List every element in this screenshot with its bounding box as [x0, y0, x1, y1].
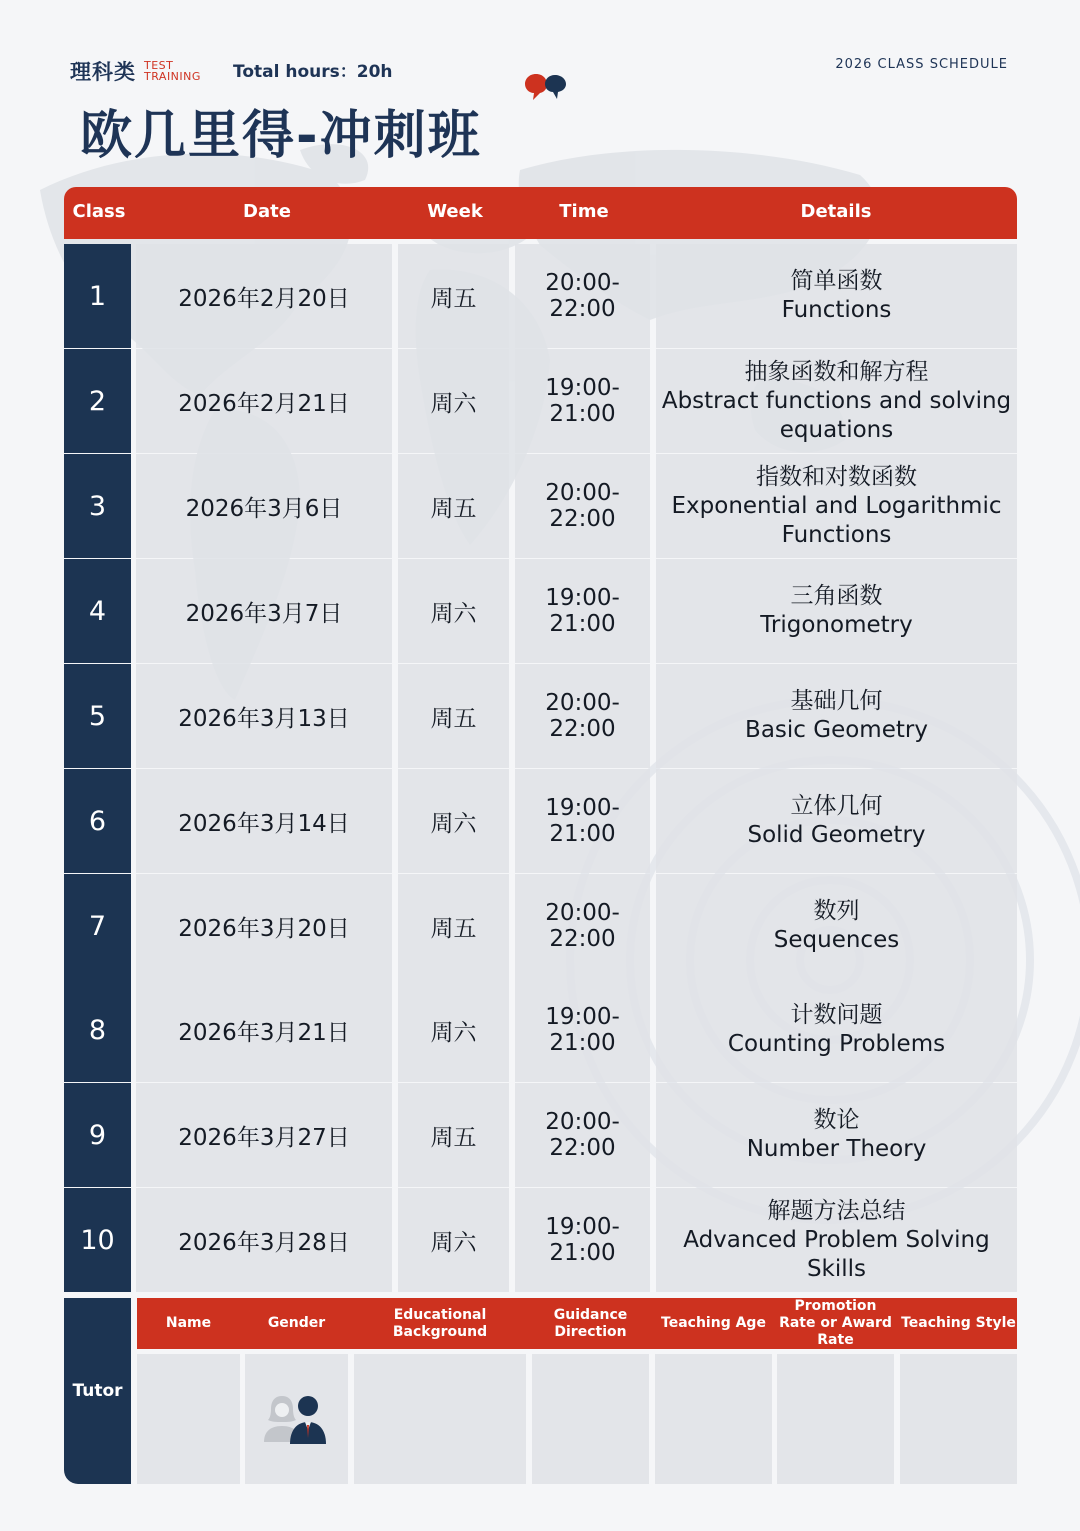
people-icon	[262, 1392, 332, 1444]
time-cell: 20:00-22:00	[515, 664, 650, 768]
tutor-label: Tutor	[64, 1298, 131, 1484]
details-cell	[656, 559, 1017, 663]
week-cell: 周六	[398, 559, 509, 663]
speech-bubbles-icon	[524, 72, 568, 102]
date-cell: 2026年3月7日	[136, 559, 392, 663]
details-cell	[656, 769, 1017, 873]
time-cell: 19:00-21:00	[515, 769, 650, 873]
tutor-teaching-age-cell	[655, 1354, 772, 1484]
class-number: 3	[64, 454, 131, 558]
detail-cn: 解题方法总结	[767, 1197, 906, 1224]
time-cell: 19:00-21:00	[515, 349, 650, 453]
tutor-col-teaching-style: Teaching Style	[901, 1315, 1016, 1331]
page-title: 欧几里得-冲刺班	[80, 106, 482, 166]
week-cell: 周六	[398, 769, 509, 873]
date-cell: 2026年3月28日	[136, 1188, 392, 1292]
brand-logo	[70, 56, 201, 86]
class-number: 10	[64, 1188, 131, 1292]
time-cell: 20:00-22:00	[515, 454, 650, 558]
time-cell: 19:00-21:00	[515, 978, 650, 1082]
week-cell: 周五	[398, 1083, 509, 1187]
week-cell: 周六	[398, 1188, 509, 1292]
detail-en: Sequences	[773, 927, 900, 953]
detail-cn: 三角函数	[790, 583, 883, 609]
detail-cn: 抽象函数和解方程	[744, 358, 929, 385]
table-row	[64, 664, 1017, 768]
table-row	[64, 769, 1017, 873]
time-cell: 20:00-22:00	[515, 874, 650, 978]
date-cell: 2026年3月20日	[136, 874, 392, 978]
table-row	[64, 1188, 1017, 1292]
detail-en: Number Theory	[746, 1136, 927, 1162]
details-cell	[656, 1083, 1017, 1187]
date-cell: 2026年2月21日	[136, 349, 392, 453]
details-cell	[656, 1188, 1017, 1292]
table-row	[64, 559, 1017, 663]
detail-cn: 立体几何	[790, 793, 883, 819]
detail-en: Exponential and Logarithmic Functions	[671, 492, 1002, 548]
week-cell: 周六	[398, 349, 509, 453]
time-cell: 19:00-21:00	[515, 1188, 650, 1292]
details-cell	[656, 454, 1017, 558]
week-cell: 周五	[398, 454, 509, 558]
col-date: Date	[243, 201, 291, 222]
details-cell	[656, 664, 1017, 768]
detail-en: Trigonometry	[760, 612, 913, 638]
class-number: 2	[64, 349, 131, 453]
date-cell: 2026年3月13日	[136, 664, 392, 768]
total-hours: Total hours：20h	[233, 62, 393, 82]
detail-cn: 基础几何	[790, 688, 883, 714]
col-class: Class	[72, 201, 126, 222]
detail-en: Functions	[781, 297, 892, 323]
col-details: Details	[800, 201, 872, 222]
details-cell	[656, 874, 1017, 978]
date-cell: 2026年3月21日	[136, 978, 392, 1082]
tutor-col-gender: Gender	[267, 1315, 326, 1331]
tutor-header	[137, 1298, 1017, 1349]
tutor-col-promotion-rate: Promotion Rate or Award Rate	[779, 1298, 892, 1348]
week-cell: 周五	[398, 874, 509, 978]
brand-en-line1: TEST	[144, 59, 174, 72]
table-row	[64, 244, 1017, 348]
tutor-col-teaching-age: Teaching Age	[661, 1315, 766, 1331]
tutor-col-name: Name	[165, 1315, 212, 1331]
table-row	[64, 978, 1017, 1082]
detail-cn: 数列	[813, 898, 860, 924]
brand-name-cn: 理科类	[70, 60, 136, 84]
week-cell: 周五	[398, 244, 509, 348]
detail-cn: 计数问题	[790, 1002, 883, 1028]
week-cell: 周五	[398, 664, 509, 768]
table-row	[64, 349, 1017, 453]
date-cell: 2026年3月6日	[136, 454, 392, 558]
detail-cn: 指数和对数函数	[756, 463, 917, 490]
detail-en: Basic Geometry	[745, 717, 928, 743]
detail-en: Abstract functions and solving equations	[661, 387, 1012, 443]
date-cell: 2026年3月27日	[136, 1083, 392, 1187]
tutor-style-cell	[900, 1354, 1017, 1484]
details-cell	[656, 978, 1017, 1082]
tutor-name-cell	[137, 1354, 240, 1484]
date-cell: 2026年2月20日	[136, 244, 392, 348]
brand-en-line2: TRAINING	[144, 70, 201, 83]
tutor-promotion-cell	[777, 1354, 894, 1484]
table-row	[64, 1083, 1017, 1187]
date-cell: 2026年3月14日	[136, 769, 392, 873]
detail-en: Counting Problems	[727, 1031, 946, 1057]
class-number: 8	[64, 978, 131, 1082]
schedule-label: 2026 CLASS SCHEDULE	[835, 57, 1008, 72]
tutor-col-guidance: Guidance Direction	[553, 1306, 628, 1340]
tutor-col-education: Educational Background	[392, 1306, 488, 1340]
class-number: 9	[64, 1083, 131, 1187]
schedule-header	[64, 187, 1017, 239]
brand-name-en	[144, 60, 201, 82]
class-number: 1	[64, 244, 131, 348]
class-number: 5	[64, 664, 131, 768]
col-time: Time	[559, 201, 609, 222]
time-cell: 19:00-21:00	[515, 559, 650, 663]
details-cell	[656, 349, 1017, 453]
tutor-guidance-cell	[532, 1354, 649, 1484]
week-cell: 周六	[398, 978, 509, 1082]
tutor-education-cell	[354, 1354, 526, 1484]
table-row	[64, 454, 1017, 558]
detail-en: Solid Geometry	[747, 822, 926, 848]
time-cell: 20:00-22:00	[515, 244, 650, 348]
class-number: 4	[64, 559, 131, 663]
class-number: 6	[64, 769, 131, 873]
time-cell: 20:00-22:00	[515, 1083, 650, 1187]
detail-cn: 数论	[813, 1107, 860, 1133]
col-week: Week	[427, 201, 483, 222]
detail-cn: 简单函数	[790, 268, 883, 294]
detail-en: Advanced Problem Solving Skills	[683, 1226, 990, 1282]
table-row	[64, 874, 1017, 978]
class-number: 7	[64, 874, 131, 978]
details-cell	[656, 244, 1017, 348]
